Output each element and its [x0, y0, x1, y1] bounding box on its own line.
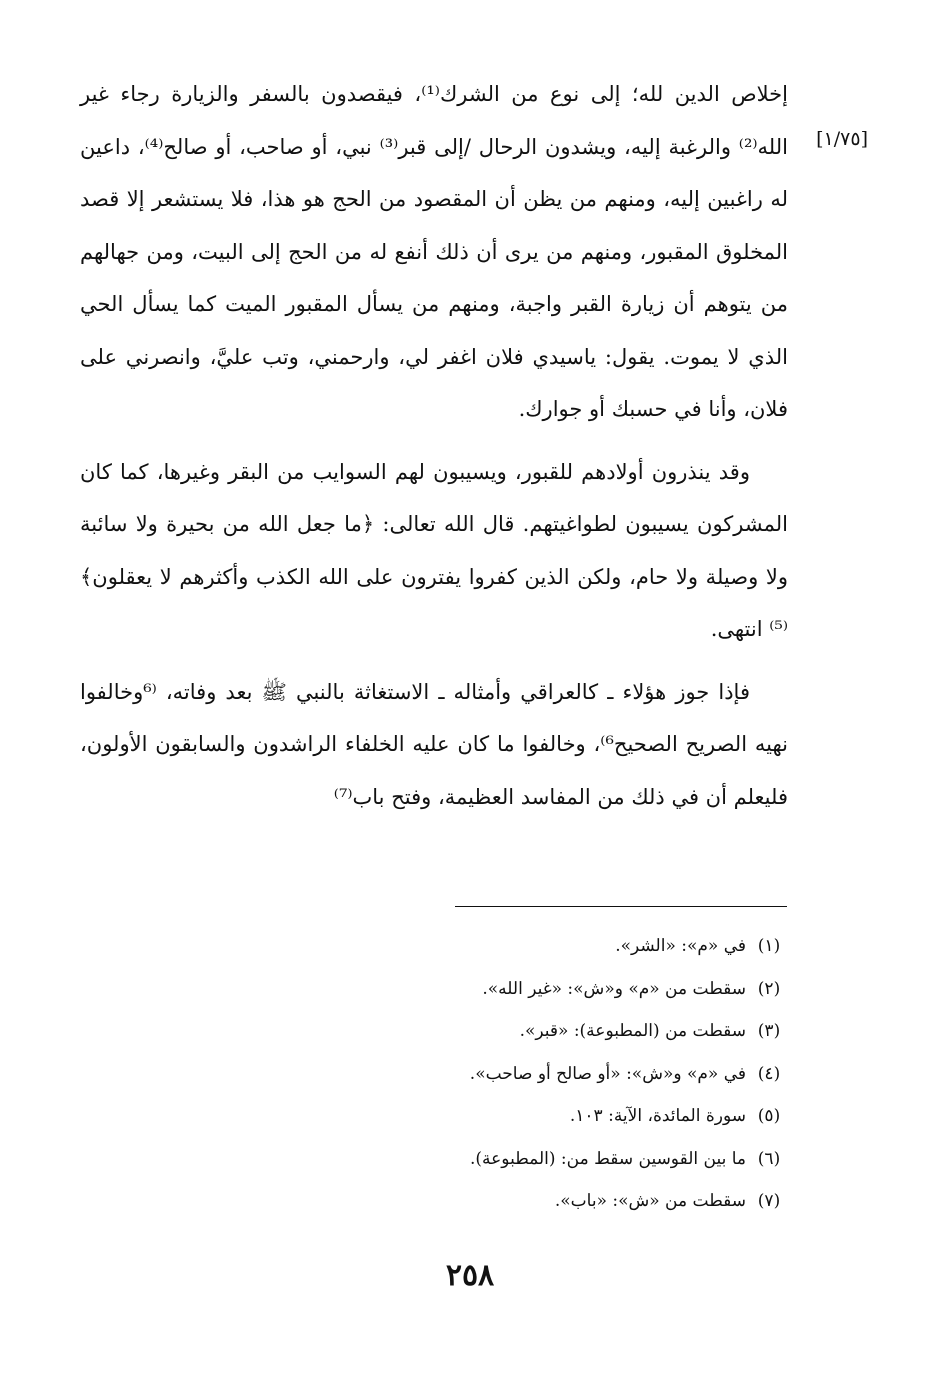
- footnote-number: (٢): [757, 978, 781, 999]
- footnote-item: [292, 1138, 792, 1181]
- footnote-text: ما بين القوسين سقط من: (المطبوعة).: [470, 1148, 746, 1169]
- paragraph-3: فإذا جوز هؤلاء ـ كالعراقي وأمثاله ـ الاستغاثة بالنبي ﷺ بعد وفاته، ⁽⁶وخالفوا نهيه الصريح الصحيح⁶⁾، وخالفوا ما كان عليه الخلفاء الراشدون والسابقون الأولون، فليعلم أن في ذلك من المفاسد العظيمة، وفتح باب⁽⁷⁾: [80, 679, 788, 809]
- footnotes-list: [292, 925, 792, 1223]
- page-number: ٢٥٨: [445, 1258, 495, 1293]
- footnote-item: [292, 1053, 792, 1096]
- footnote-number: (٣): [757, 1021, 781, 1041]
- main-text: [80, 68, 788, 823]
- footnote-number: (٥): [757, 1106, 781, 1126]
- footnote-separator: [455, 906, 787, 907]
- paragraph-2: وقد ينذرون أولادهم للقبور، ويسيبون لهم السوايب من البقر وغيرها، كما كان المشركون يسيبون لطواغيتهم. قال الله تعالى: ﴿ما جعل الله من بحيرة ولا سائبة ولا وصيلة ولا حام، ولكن الذين كفروا يفترون على الله الكذب وأكثرهم لا يعقلون﴾⁽⁵⁾ انتهى.: [80, 459, 788, 641]
- footnote-item: [292, 1095, 792, 1138]
- footnote-text: في «م»: «الشر».: [615, 936, 746, 956]
- footnote-text: سورة المائدة، الآية: ١٠٣.: [569, 1106, 746, 1126]
- footnote-item: [292, 1010, 792, 1053]
- footnote-item: [292, 1180, 792, 1223]
- footnote-text: في «م» و«ش»: «أو صالح أو صاحب».: [469, 1063, 746, 1084]
- footnote-text: سقطت من «ش»: «باب».: [554, 1191, 746, 1211]
- footnote-number: (١): [757, 936, 781, 956]
- footnote-text: سقطت من (المطبوعة): «قبر».: [519, 1021, 746, 1041]
- footnote-text: سقطت من «م» و«ش»: «غير الله».: [482, 978, 746, 999]
- paragraph-1: إخلاص الدين لله؛ إلى نوع من الشرك⁽¹⁾، فيقصدون بالسفر والزيارة رجاء غير الله⁽²⁾ والرغبة إليه، ويشدون الرحال /إلى قبر⁽³⁾ نبي، أو صاحب، أو صالح⁽⁴⁾، داعين له راغبين إليه، ومنهم من يظن أن المقصود من الحج هو هذا، فلا يستشعر إلا قصد المخلوق المقبور، ومنهم من يرى أن ذلك أنفع له من الحج إلى البيت، ومن جهالهم من يتوهم أن زيارة القبر واجبة، ومنهم من يسأل المقبور الميت كما يسأل الحي الذي لا يموت. يقول: ياسيدي فلان اغفر لي، وارحمني، وتب عليَّ، وانصرني على فلان، وأنا في حسبك أو جوارك.: [80, 82, 789, 421]
- folio-marker: [١/٧٥]: [816, 128, 868, 150]
- footnote-number: (٦): [757, 1148, 781, 1169]
- footnote-item: [292, 925, 792, 968]
- footnote-item: [292, 968, 792, 1011]
- footnote-number: (٧): [757, 1191, 781, 1211]
- footnote-number: (٤): [757, 1063, 781, 1084]
